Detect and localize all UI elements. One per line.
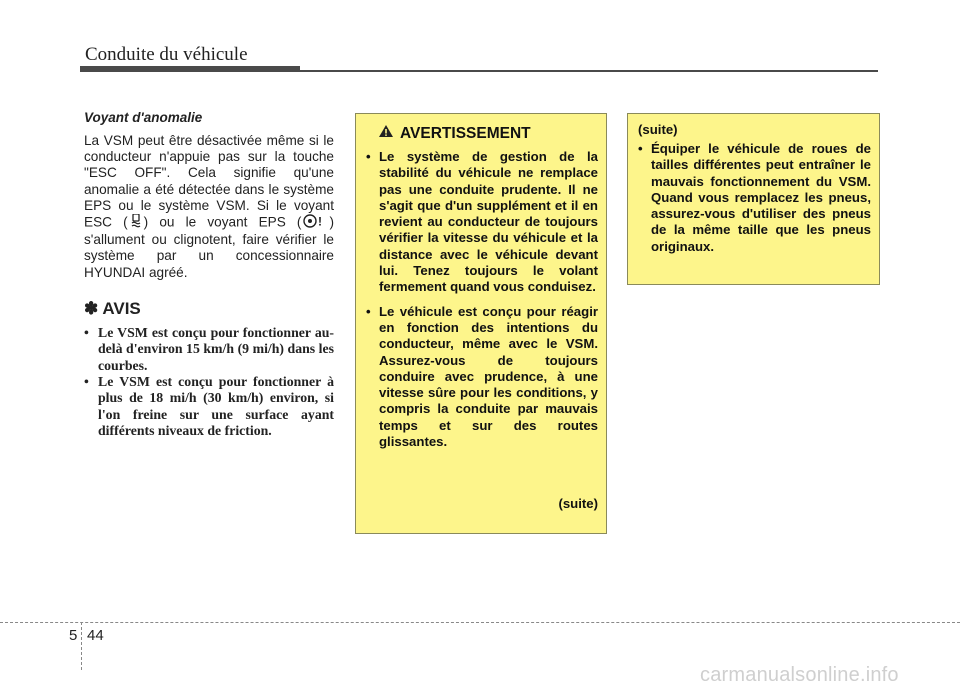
warning-title: AVERTISSEMENT [400, 124, 531, 142]
left-column [84, 110, 334, 440]
warning-suite-label: (suite) [558, 496, 598, 511]
footer-divider [81, 622, 82, 670]
voyant-paragraph [84, 133, 334, 281]
continued-item: • Équiper le véhicule de roues de tailles différentes peut entraîner le mauvais fonctionnement du VSM. Quand vous remplacez les pneus, assurez-vous d'utiliser des pneus de la même taille que les pneus originaux. [638, 141, 871, 255]
avis-item: • Le VSM est conçu pour fonctionner à plus de 18 mi/h (30 km/h) environ, si l'on freine sur une surface ayant différents niveaux de friction. [84, 374, 334, 440]
warning-list [356, 149, 606, 450]
footer-rule [0, 622, 960, 623]
watermark: carmanualsonline.info [700, 664, 899, 686]
page-number: 44 [87, 627, 104, 644]
chapter-number: 5 [69, 627, 78, 644]
warning-item: • Le système de gestion de la stabilité du véhicule ne remplace pas une conduite prudente. Il ne s'agit que d'un supplément et il en revient au conducteur de toujours vérifier la vitesse du véhicule et la distance avec le véhicule devant lui. Tenez toujours le volant fermement quand vous conduisez. [366, 149, 598, 296]
header-rule-thick [80, 66, 300, 72]
warning-header [378, 124, 606, 143]
avis-title: ✽ AVIS [84, 298, 141, 318]
subheading-voyant: Voyant d'anomalie [84, 110, 203, 125]
para-text-3: ) s'allument ou clignotent, faire vérifier le système par un concessionnaire HYUNDAI agréé. [84, 214, 334, 280]
esc-warning-icon [130, 214, 142, 232]
para-text-1: La VSM peut être désactivée même si le conducteur n'appuie pas sur la touche "ESC OFF". Cela signifie qu'une anomalie a été détectée dans le système EPS ou le système VSM. Si le voyant ESC ( [84, 133, 334, 230]
continued-list [628, 141, 879, 255]
warning-item: • Le véhicule est conçu pour réagir en fonction des intentions du conducteur, même avec le VSM. Assurez-vous de toujours conduire avec prudence, à une vitesse sûre pour les conditions, y compris la conduite par mauvais temps et sur des routes glissantes. [366, 304, 598, 451]
avis-item: • Le VSM est conçu pour fonctionner au-delà d'environ 15 km/h (9 mi/h) dans les courbes. [84, 325, 334, 374]
warning-box [355, 113, 607, 534]
header-rule-thin [300, 70, 878, 72]
page-header-title: Conduite du véhicule [85, 44, 248, 65]
svg-text:!: ! [318, 214, 323, 229]
warning-triangle-icon [378, 124, 394, 143]
eps-warning-icon [303, 214, 327, 232]
continued-suite-label: (suite) [638, 122, 678, 137]
para-text-2: ) ou le voyant EPS ( [143, 214, 302, 230]
continued-box [627, 113, 880, 285]
avis-list [84, 325, 334, 440]
